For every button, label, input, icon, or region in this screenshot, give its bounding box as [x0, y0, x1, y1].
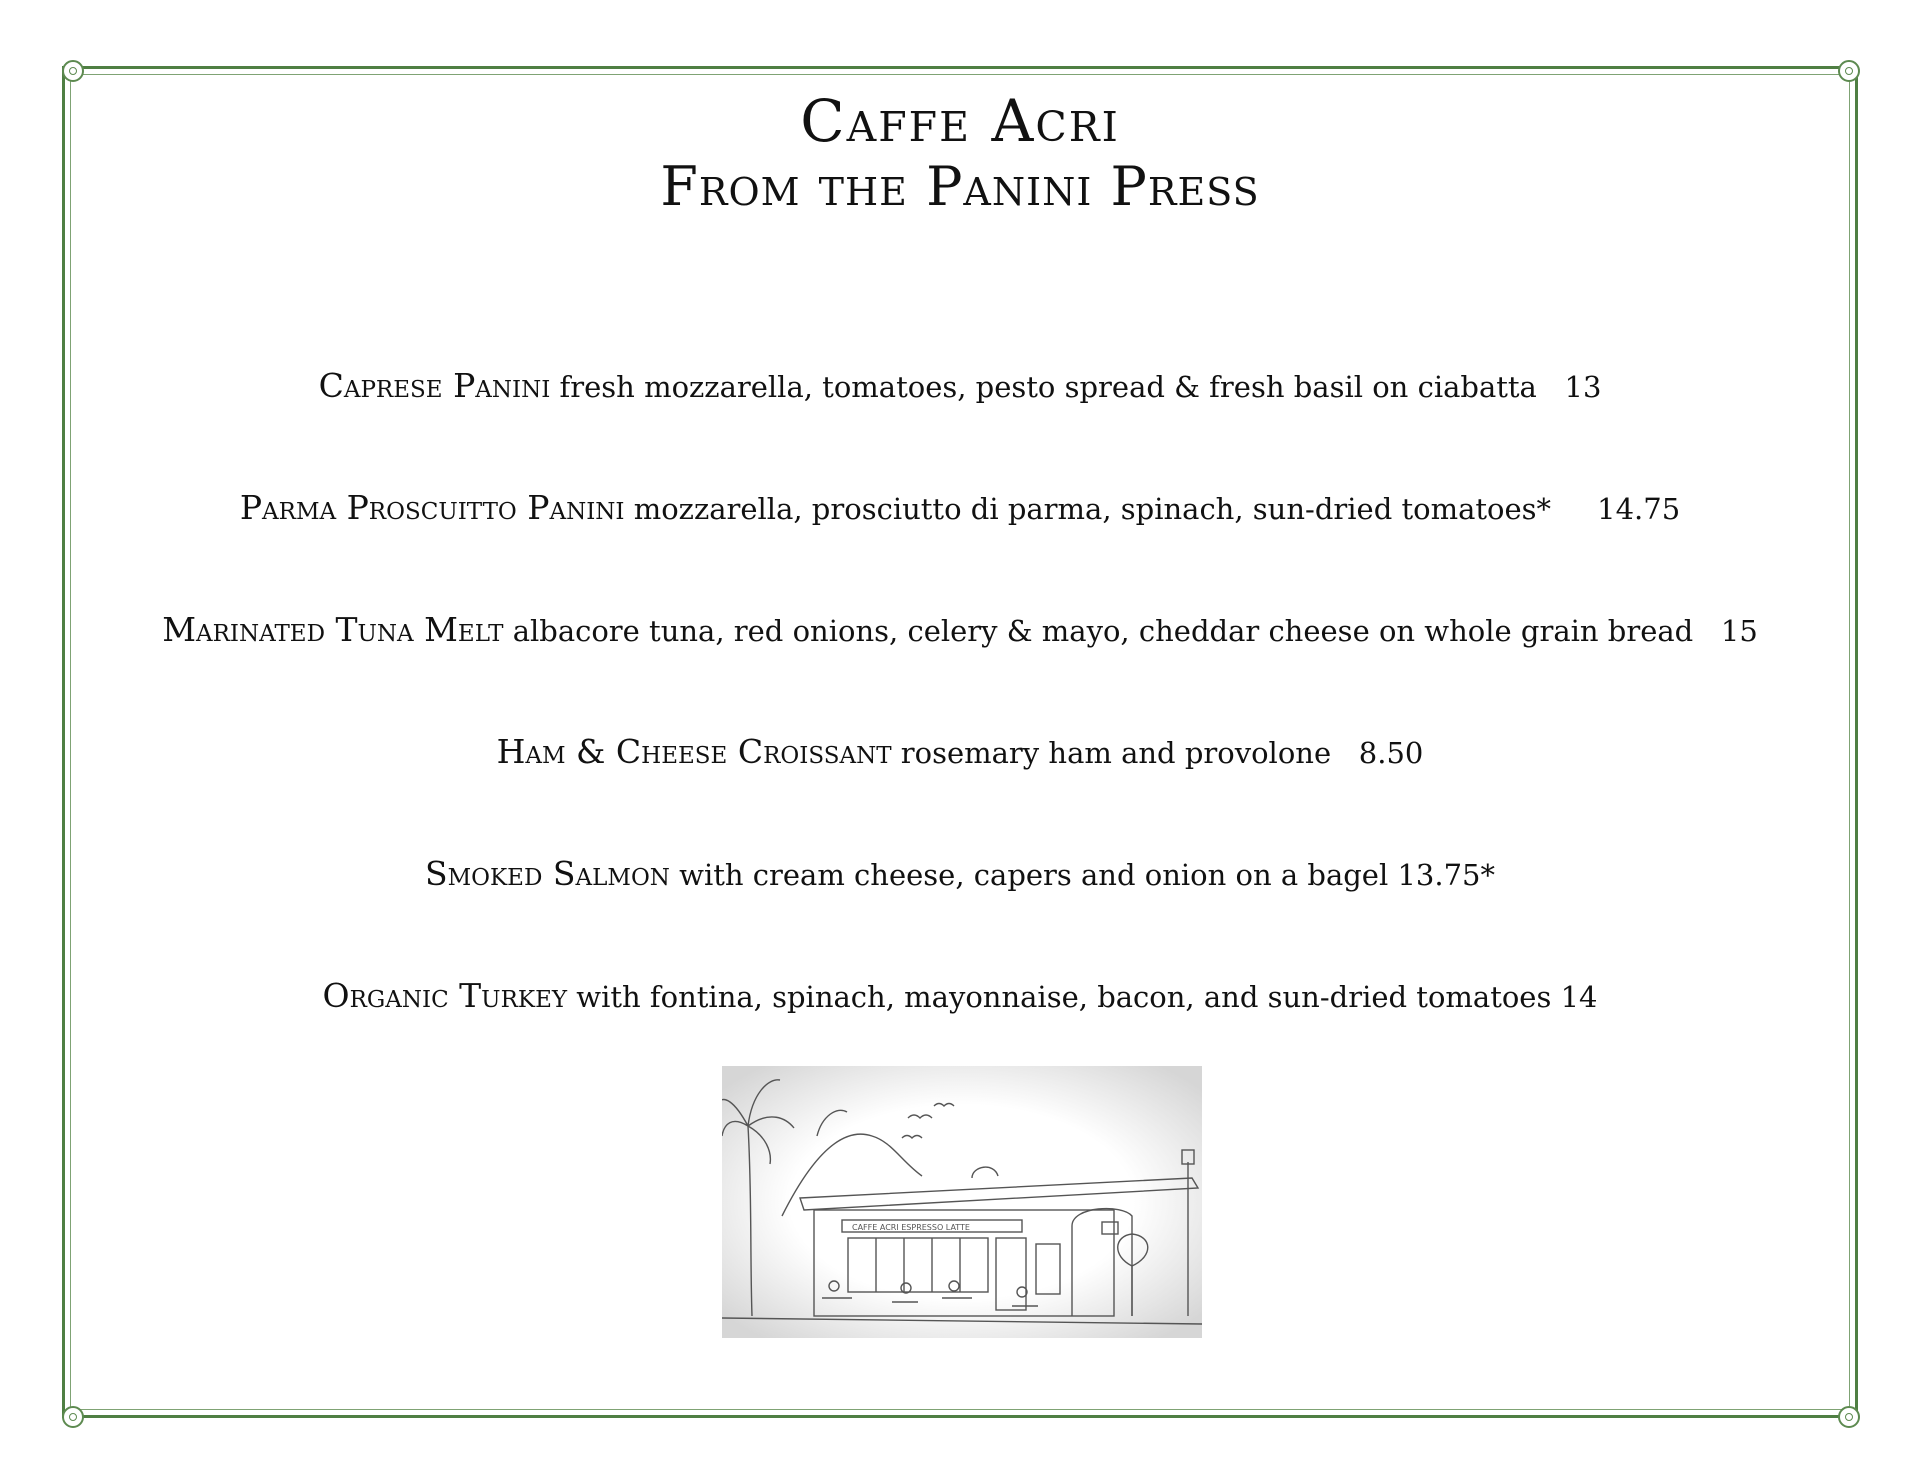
- menu-item-description: albacore tuna, red onions, celery & mayo, cheddar cheese on whole grain bread: [512, 614, 1694, 648]
- menu-item: [0, 976, 1920, 1016]
- menu-item-description: with cream cheese, capers and onion on a bagel: [679, 858, 1389, 892]
- menu-item: [0, 854, 1920, 894]
- menu-item-price: 13: [1564, 370, 1602, 404]
- cafe-storefront-sketch-icon: [722, 1066, 1202, 1338]
- menu-item-name: Organic Turkey: [322, 976, 568, 1015]
- menu-item-price: 14: [1560, 980, 1598, 1014]
- menu-item-description: mozzarella, prosciutto di parma, spinach, sun-dried tomatoes*: [633, 492, 1552, 526]
- corner-ornament-icon: [62, 60, 84, 82]
- page-subtitle: From the Panini Press: [660, 155, 1260, 218]
- menu-item-name: Caprese Panini: [318, 366, 551, 405]
- illustration-sign-text: CAFFE ACRI ESPRESSO LATTE: [852, 1223, 970, 1232]
- menu-item: [0, 610, 1920, 650]
- menu-item-price: 8.50: [1358, 736, 1424, 770]
- corner-ornament-icon: [1838, 60, 1860, 82]
- menu-item-price: 14.75: [1597, 492, 1681, 526]
- menu-item-price: 15: [1720, 614, 1758, 648]
- menu-item-name: Parma Proscuitto Panini: [239, 488, 625, 527]
- page-title: Caffe Acri: [800, 87, 1120, 155]
- menu-item-description: fresh mozzarella, tomatoes, pesto spread & fresh basil on ciabatta: [559, 370, 1537, 404]
- menu-item-description: rosemary ham and provolone: [900, 736, 1332, 770]
- menu-item: [0, 488, 1920, 528]
- menu-item: [0, 366, 1920, 406]
- corner-ornament-icon: [1838, 1406, 1860, 1428]
- menu-item-name: Marinated Tuna Melt: [162, 610, 504, 649]
- corner-ornament-icon: [62, 1406, 84, 1428]
- menu-item: [0, 732, 1920, 772]
- menu-item-name: Ham & Cheese Croissant: [496, 732, 892, 771]
- menu-item-name: Smoked Salmon: [424, 854, 670, 893]
- menu-item-price: 13.75*: [1397, 858, 1495, 892]
- menu-item-description: with fontina, spinach, mayonnaise, bacon, and sun-dried tomatoes: [576, 980, 1552, 1014]
